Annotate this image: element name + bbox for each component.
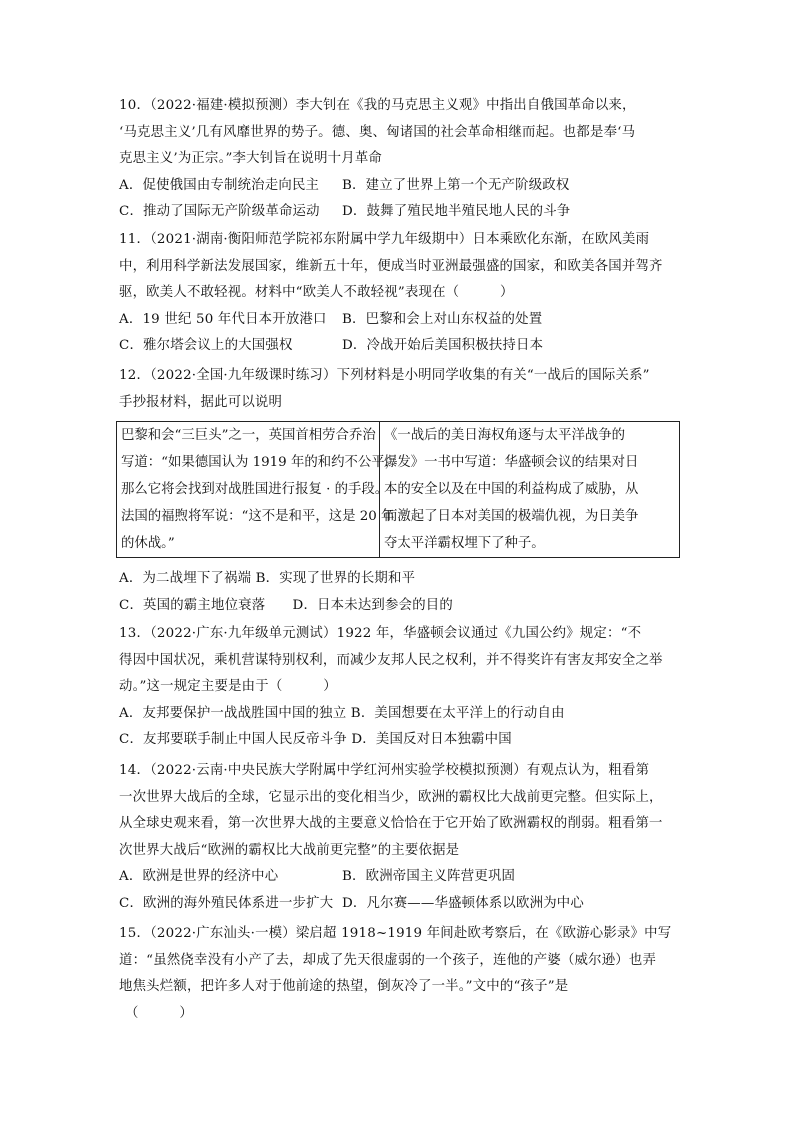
option-row xyxy=(119,891,679,918)
option-row xyxy=(119,864,679,891)
material-table xyxy=(116,421,680,558)
option-row xyxy=(119,333,679,360)
option-c[interactable]: C．雅尔塔会议上的大国强权 xyxy=(119,338,293,353)
material-line: 巴黎和会“三巨头”之一，英国首相劳合乔治 xyxy=(121,428,376,443)
material-table-wrapper xyxy=(116,421,680,558)
option-a[interactable]: A．19 世纪 50 年代日本开放港口 xyxy=(119,311,327,327)
question-13 xyxy=(119,621,679,754)
option-row xyxy=(119,307,679,334)
option-c[interactable]: C．欧洲的海外殖民体系进一步扩大 xyxy=(119,895,334,911)
question-text-line: 一次世界大战后的全球，它显示出的变化相当少，欧洲的霸权比大战前更完整。但实际上， xyxy=(119,789,663,805)
material-line: 写道：“如果德国认为 1919 年的和约不公平， xyxy=(121,455,399,470)
material-line: 本的安全以及在中国的利益构成了威胁，从 xyxy=(384,482,639,497)
option-c[interactable]: C．推动了国际无产阶级革命运动 xyxy=(119,204,320,219)
option-row-cd[interactable]: C．友邦要联手制止中国人民反帝斗争 D．美国反对日本独霸中国 xyxy=(119,732,512,747)
material-line: 的休战。” xyxy=(121,536,175,551)
question-11 xyxy=(119,227,679,360)
option-row-ab[interactable]: A．为二战埋下了祸端 B．实现了世界的长期和平 xyxy=(119,571,416,586)
material-cell-right xyxy=(380,422,680,558)
option-a[interactable]: A．促使俄国由专制统治走向民主 xyxy=(119,177,320,193)
question-text-line: 14．（2022·云南·中央民族大学附属中学红河州实验学校模拟预测）有观点认为，粗看第 xyxy=(119,763,650,778)
material-line: 而激起了日本对美国的极端仇视，为日美争 xyxy=(384,509,639,524)
question-text-line: 得因中国状况，乘机营谋特别权利，而减少友邦人民之权利，并不得奖许有害友邦安全之举 xyxy=(119,652,663,668)
option-d[interactable]: D．凡尔赛——华盛顿体系以欧洲为中心 xyxy=(342,895,584,911)
question-text-line: 11．（2021·湖南·衡阳师范学院祁东附属中学九年级期中）日本乘欧化东渐，在欧风美雨 xyxy=(119,232,650,247)
question-text-line: 克思主义’为正宗。”李大钊旨在说明十月革命 xyxy=(119,151,383,166)
question-text-line: 手抄报材料，据此可以说明 xyxy=(119,394,283,410)
option-b[interactable]: B．欧洲帝国主义阵营更巩固 xyxy=(342,869,516,884)
question-text-line: 12．（2022·全国·九年级课时练习）下列材料是小明同学收集的有关“一战后的国际关系” xyxy=(119,368,650,383)
material-line: 夺太平洋霸权埋下了种子。 xyxy=(384,536,545,551)
question-text-line: 驱，欧美人不敢轻视。材料中“欧美人不敢轻视”表现在（ ） xyxy=(119,285,514,300)
option-row-cd[interactable]: C．英国的霸主地位衰落 D．日本未达到参会的目的 xyxy=(119,597,453,613)
material-line: 《一战后的美日海权角逐与太平洋战争的 xyxy=(384,428,626,443)
material-cell-left xyxy=(117,422,399,558)
option-row xyxy=(119,199,679,226)
question-text-line: 道：“虽然侥幸没有小产了去，却成了先天很虚弱的一个孩子，连他的产婆（威尔逊）也弄 xyxy=(119,952,657,968)
option-row-ab[interactable]: A．友邦要保护一战战胜国中国的独立 B．美国想要在太平洋上的行动自由 xyxy=(119,705,565,721)
question-12 xyxy=(119,363,679,416)
question-text-line: 次世界大战后“欧洲的霸权比大战前更完整”的主要依据是 xyxy=(119,842,460,858)
option-d[interactable]: D．冷战开始后美国积极扶持日本 xyxy=(342,338,544,353)
material-line: 法国的福煦将军说：“这不是和平，这是 20 年 xyxy=(121,509,395,524)
question-14 xyxy=(119,758,679,917)
material-line: 爆发》一书中写道：华盛顿会议的结果对日 xyxy=(384,455,639,470)
material-line: 那么它将会找到对战胜国进行报复 · 的手段。 xyxy=(121,482,389,497)
question-text-line: ‘马克思主义’几有风靡世界的势子。德、奥、匈诸国的社会革命相继而起。也都是奉‘马 xyxy=(119,124,636,140)
option-a[interactable]: A．欧洲是世界的经济中心 xyxy=(119,869,279,884)
question-text-line: 动。”这一规定主要是由于（ ） xyxy=(119,679,337,694)
question-15 xyxy=(119,921,679,1027)
option-b[interactable]: B．建立了世界上第一个无产阶级政权 xyxy=(342,177,570,193)
option-b[interactable]: B．巴黎和会上对山东权益的处置 xyxy=(342,311,543,327)
question-text-line: 地焦头烂额，把许多人对于他前途的热望，倒灰冷了一半。”文中的“孩子”是 xyxy=(119,979,569,994)
option-row xyxy=(119,173,679,200)
question-text-line: 从全球史观来看，第一次世界大战的主要意义恰恰在于它开始了欧洲霸权的削弱。粗看第一 xyxy=(119,816,663,831)
option-d[interactable]: D．鼓舞了殖民地半殖民地人民的斗争 xyxy=(342,204,571,219)
question-12-options xyxy=(119,566,679,619)
question-10 xyxy=(119,93,679,226)
question-text-line: 中，利用科学新法发展国家，维新五十年，便成当时亚洲最强盛的国家，和欧美各国并驾齐 xyxy=(119,258,663,274)
question-text-line: 13．（2022·广东·九年级单元测试）1922 年，华盛顿会议通过《九国公约》规定：“不 xyxy=(119,626,642,641)
question-text-line: 15．（2022·广东汕头·一模）梁启超 1918~1919 年间赴欧考察后，在《欧游心影录》中写 xyxy=(119,926,672,941)
question-text-line: 10．（2022·福建·模拟预测）李大钊在《我的马克思主义观》中指出自俄国革命以来， xyxy=(119,98,636,113)
answer-blank: （ ） xyxy=(125,1005,193,1021)
